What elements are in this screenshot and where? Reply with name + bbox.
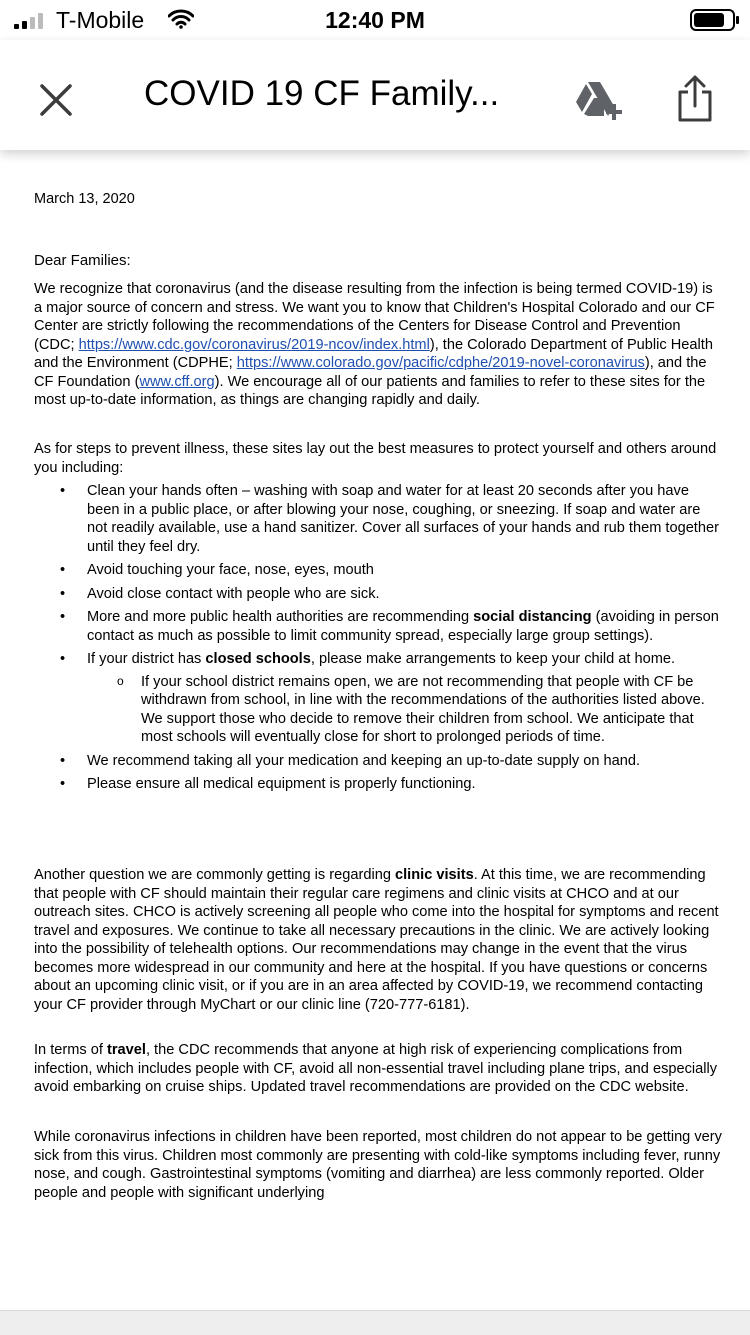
document-title: COVID 19 CF Family... bbox=[144, 74, 500, 113]
cdc-link[interactable]: https://www.cdc.gov/coronavirus/2019-ncov/index.html bbox=[78, 336, 430, 353]
paragraph-travel bbox=[34, 1041, 724, 1097]
list-item bbox=[34, 650, 724, 747]
list-item: • Avoid close contact with people who are sick. bbox=[34, 585, 724, 604]
sub-list-item: o If your school district remains open, we are not recommending that people with CF be withdrawn from school, in line with the recommendations of the authorities listed above. We support those who decide to remove their children from school. We anticipate that most schools will eventually close for short to prolonged periods of time. bbox=[87, 673, 724, 747]
text-segment: ). We encourage all of our patients and families to refer to these sites for the most up-to-date information, as things are changing rapidly and daily. bbox=[34, 373, 706, 408]
bold-text: closed schools bbox=[205, 651, 311, 667]
bottom-bar bbox=[0, 1310, 750, 1335]
paragraph-prevention: As for steps to prevent illness, these sites lay out the best measures to protect yourself and others around you including: bbox=[34, 441, 717, 476]
share-icon[interactable] bbox=[676, 74, 714, 122]
status-time: 12:40 PM bbox=[325, 7, 425, 33]
bold-text: social distancing bbox=[473, 609, 592, 625]
prevention-list bbox=[34, 482, 724, 799]
app-toolbar bbox=[0, 40, 750, 150]
text-segment: (avoiding in person contact as much as possible to limit community spread, especially large group settings). bbox=[87, 609, 719, 644]
text-segment: Another question we are commonly getting is regarding bbox=[34, 867, 395, 883]
list-item: • We recommend taking all your medication and keeping an up-to-date supply on hand. bbox=[34, 752, 724, 771]
text-segment: ), the Colorado Department of Public Health and the Environment (CDPHE; bbox=[34, 336, 713, 371]
close-icon[interactable] bbox=[36, 80, 76, 120]
paragraph-clinic-visits bbox=[34, 866, 724, 1014]
text-segment: ), and the CF Foundation ( bbox=[34, 355, 707, 390]
text-segment: More and more public health authorities are recommending bbox=[87, 609, 474, 625]
text-segment: , the CDC recommends that anyone at high risk of experiencing complications from infection, which includes people with CF, avoid all non-essential travel including plane trips, and especially avoid embarking on cruise ships. Updated travel recommendations are provided on the CDC website. bbox=[34, 1042, 718, 1095]
list-item bbox=[34, 608, 724, 645]
document-viewer[interactable] bbox=[0, 150, 750, 1310]
list-item: • Please ensure all medical equipment is properly functioning. bbox=[34, 775, 724, 794]
bold-text: clinic visits bbox=[395, 867, 474, 883]
text-segment: . At this time, we are recommending that people with CF should maintain their regular care regimens and clinic visits at CHCO and at our outreach sites. CHCO is actively screening all people who come into the hospital for symptoms and recent travel and exposures. We continue to take all necessary precautions in the clinic. We are actively looking into the possibility of telehealth options. Our recommendations may change in the event that the virus becomes more widespread in our community and here at the hospital. If you have questions or concerns about an upcoming clinic visit, or if you are in an area affected by COVID-19, we recommend contacting your CF provider through MyChart or our clinic line (720-777-6181). bbox=[34, 867, 719, 1013]
paragraph-intro bbox=[34, 280, 724, 410]
cff-link[interactable]: www.cff.org bbox=[139, 373, 215, 390]
salutation: Dear Families: bbox=[34, 252, 131, 269]
sub-list bbox=[87, 673, 724, 747]
letter-date: March 13, 2020 bbox=[34, 191, 135, 207]
text-segment: If your district has bbox=[87, 651, 206, 667]
battery-icon bbox=[690, 9, 740, 31]
paragraph-children: While coronavirus infections in children have been reported, most children do not appear to be getting very sick from this virus. Children most commonly are presenting with cold-like symptoms including fever, runny nose, and cough. Gastrointestinal symptoms (vomiting and diarrhea) are less commonly reported. Older people and people with significant underlying bbox=[34, 1129, 722, 1201]
list-item: • Clean your hands often – washing with soap and water for at least 20 seconds after you have been in a public place, or after blowing your nose, coughing, or sneezing. If soap and water are not readily available, use a hand sanitizer. Cover all surfaces of your hands and rub them together until they feel dry. bbox=[34, 482, 724, 556]
add-to-drive-icon[interactable] bbox=[574, 80, 624, 120]
text-segment: We recognize that coronavirus (and the disease resulting from the infection is being termed COVID-19) is a major source of concern and stress. We want you to know that Children's Hospital Colorado and our CF Center are strictly following the recommendations of the Centers for Disease Control and Prevention (CDC; bbox=[34, 281, 715, 353]
text-segment: In terms of bbox=[34, 1042, 107, 1058]
bold-text: travel bbox=[107, 1042, 146, 1058]
text-segment: , please make arrangements to keep your child at home. bbox=[310, 651, 676, 667]
cdphe-link[interactable]: https://www.colorado.gov/pacific/cdphe/2019-novel-coronavirus bbox=[236, 355, 645, 371]
status-bar bbox=[0, 0, 750, 40]
carrier-name: T-Mobile bbox=[56, 7, 145, 33]
list-item: • Avoid touching your face, nose, eyes, mouth bbox=[34, 561, 724, 580]
